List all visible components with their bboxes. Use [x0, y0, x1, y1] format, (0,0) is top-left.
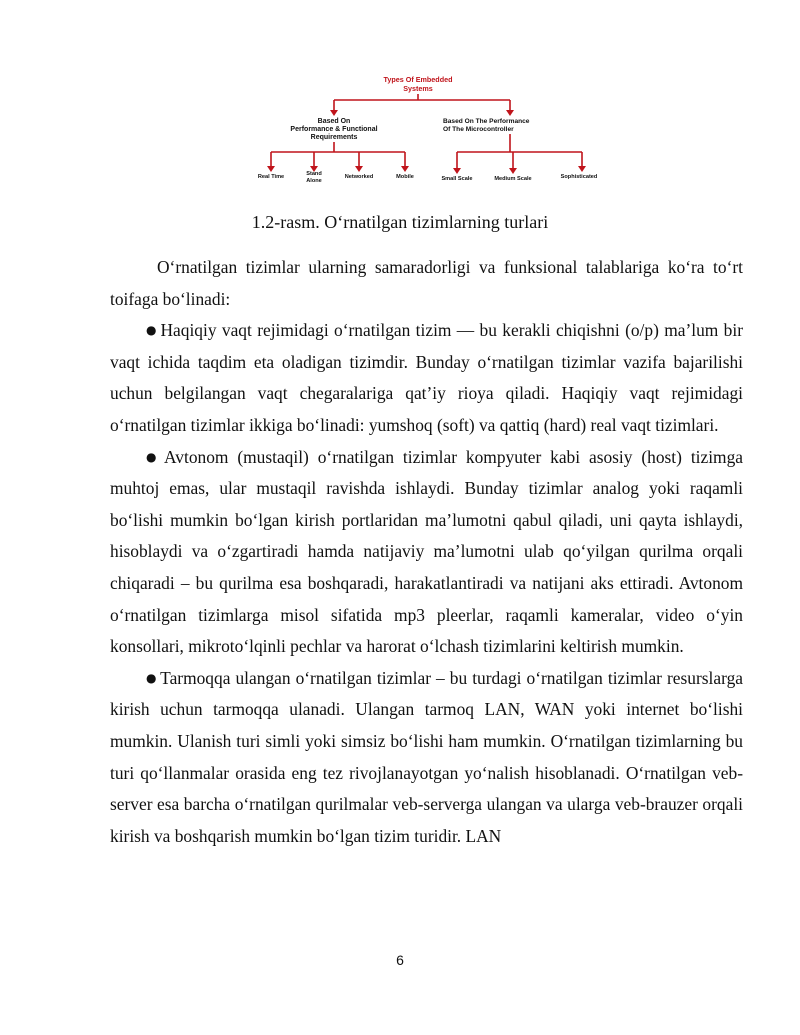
bullet-text-networked: Tarmoqqa ulangan oʻrnatilgan tizimlar – bu turdagi oʻrnatilgan tizimlar resurslarga kirish uchun tarmoqqa ulanadi. Ulangan tarmoq LAN, WAN yoki internet boʻlishi mumkin. Ulanish turi simli yoki simsiz boʻlishi ham mumkin. Oʻrnatilgan tizimlarning bu turi qoʻllanmalar orasida eng tez rivojlanayotgan yoʻnalish hisoblanadi. Oʻrnatilgan veb-server esa barcha oʻrnatilgan qurilmalar veb-serverga ulangan va ularga veb-brauzer orqali kirish va boshqarish mumkin boʻlgan tizim turidir. LAN [110, 667, 743, 846]
diagram-leaves [258, 171, 598, 184]
diagram-arrowheads [267, 110, 586, 174]
diagram-left-branch [290, 118, 377, 141]
diagram-root-line-2: Systems [403, 84, 433, 93]
leaf-small-scale: Small Scale [441, 176, 473, 182]
left-branch-line-1: Based On [317, 118, 351, 125]
figure-caption: 1.2-rasm. Oʻrnatilgan tizimlarning turlari [251, 212, 549, 232]
leaf-stand-alone-line-2: Alone [306, 178, 322, 184]
left-branch-line-2: Performance & Functional [290, 126, 378, 133]
right-branch-line-1: Based On The Performance [443, 118, 530, 125]
leaf-mobile: Mobile [396, 174, 414, 180]
leaf-stand-alone-line-1: Stand [306, 171, 322, 177]
bullet-paragraph-stand-alone [110, 442, 743, 663]
left-branch-line-3: Requirements [310, 134, 358, 141]
leaf-real-time: Real Time [257, 174, 285, 180]
embedded-types-diagram [248, 72, 598, 194]
diagram-right-branch [443, 118, 530, 133]
bullet-icon: ● [146, 670, 158, 685]
diagram-root-line-1: Types Of Embedded [383, 75, 453, 84]
diagram-root [384, 75, 453, 93]
diagram-svg [248, 72, 598, 194]
body-text [110, 252, 743, 852]
bullet-text-stand-alone: Avtonom (mustaqil) oʻrnatilgan tizimlar kompyuter kabi asosiy (host) tizimga muhtoj emas, ular mustaqil ravishda ishlaydi. Bunday tizimlar analog yoki raqamli boʻlishi mumkin boʻlgan kirish portlaridan maʼlumotni qabul qiladi, uni qayta ishlaydi, hisoblaydi va oʻzgartiradi hamda natijaviy maʼlumotni ulab qoʻyilgan qurilma orqali chiqaradi – bu qurilma esa boshqaradi, harakatlantiradi va natijani aks ettiradi. Avtonom oʻrnatilgan tizimlarga misol sifatida mp3 pleerlar, raqamli kameralar, video oʻyin konsollari, mikrotoʻlqinli pechlar va harorat oʻlchash tizimlarini keltirish mumkin. [110, 446, 743, 657]
right-branch-line-2: Of The Microcontroller [443, 126, 514, 133]
page-number: 6 [396, 952, 404, 968]
leaf-sophisticated: Sophisticated [560, 174, 598, 180]
bullet-paragraph-real-time [110, 315, 743, 441]
leaf-networked: Networked [344, 174, 374, 180]
leaf-medium-scale: Medium Scale [494, 176, 532, 182]
bullet-text-real-time: Haqiqiy vaqt rejimidagi oʻrnatilgan tizim — bu kerakli chiqishni (o/p) maʼlum bir vaqt ichida taqdim eta oladigan tizimdir. Bunday oʻrnatilgan tizimlar vazifa bajarilishi uchun belgilangan vaqt chegaralariga qatʼiy rioya qiladi. Haqiqiy vaqt rejimidagi oʻrnatilgan tizimlar ikkiga boʻlinadi: yumshoq (soft) va qattiq (hard) real vaqt tizimlari. [110, 320, 744, 435]
intro-paragraph: Oʻrnatilgan tizimlar ularning samaradorligi va funksional talablariga koʻra toʻrt toifaga boʻlinadi: [110, 257, 743, 309]
bullet-icon: ● [146, 449, 162, 464]
bullet-paragraph-networked [110, 663, 743, 853]
bullet-icon: ● [146, 323, 158, 338]
